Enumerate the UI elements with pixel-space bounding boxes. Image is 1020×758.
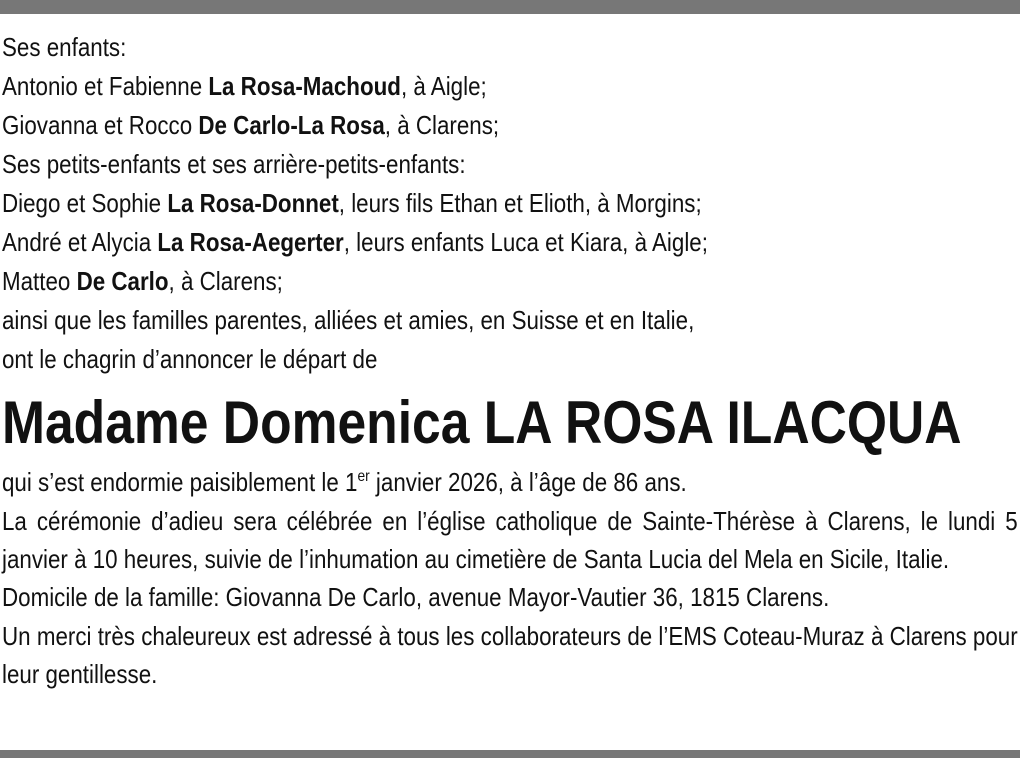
deceased-name: Madame Domenica LA ROSA ILACQUA	[2, 389, 962, 456]
family-surname: La Rosa-Aegerter	[157, 227, 344, 257]
family-surname: De Carlo	[76, 266, 169, 296]
family-line: Matteo De Carlo, à Clarens;	[2, 266, 283, 296]
extended-family-line: ainsi que les familles parentes, alliées et amies, en Suisse et en Italie,	[2, 305, 695, 335]
obituary-notice	[2, 28, 1018, 693]
family-surname: La Rosa-Machoud	[208, 71, 401, 101]
children-intro: Ses enfants:	[2, 32, 127, 62]
family-line: André et Alycia La Rosa-Aegerter, leurs enfants Luca et Kiara, à Aigle;	[2, 227, 708, 257]
bottom-rule	[0, 750, 1020, 758]
ceremony-paragraph: La cérémonie d’adieu sera célébrée en l’église catholique de Sainte-Thérèse à Clarens, le lundi 5 janvier à 10 heures, suivie de l’inhumation au cimetière de Santa Lucia del Mela en Sicile, Italie.	[2, 506, 1018, 574]
family-line: Antonio et Fabienne La Rosa-Machoud, à Aigle;	[2, 71, 487, 101]
thanks-paragraph: Un merci très chaleureux est adressé à tous les collaborateurs de l’EMS Coteau-Muraz à Clarens pour leur gentillesse.	[2, 621, 1018, 689]
family-surname: De Carlo-La Rosa	[198, 110, 385, 140]
ordinal-suffix: er	[357, 468, 370, 485]
announcement-line: ont le chagrin d’annoncer le départ de	[2, 344, 378, 374]
domicile-line: Domicile de la famille: Giovanna De Carlo, avenue Mayor-Vautier 36, 1815 Clarens.	[2, 582, 830, 612]
family-surname: La Rosa-Donnet	[167, 188, 339, 218]
grandchildren-intro: Ses petits-enfants et ses arrière-petits-enfants:	[2, 149, 466, 179]
death-details: qui s’est endormie paisiblement le 1er janvier 2026, à l’âge de 86 ans.	[2, 467, 687, 497]
top-rule	[0, 0, 1020, 14]
family-line: Giovanna et Rocco De Carlo-La Rosa, à Clarens;	[2, 110, 500, 140]
family-line: Diego et Sophie La Rosa-Donnet, leurs fils Ethan et Elioth, à Morgins;	[2, 188, 702, 218]
